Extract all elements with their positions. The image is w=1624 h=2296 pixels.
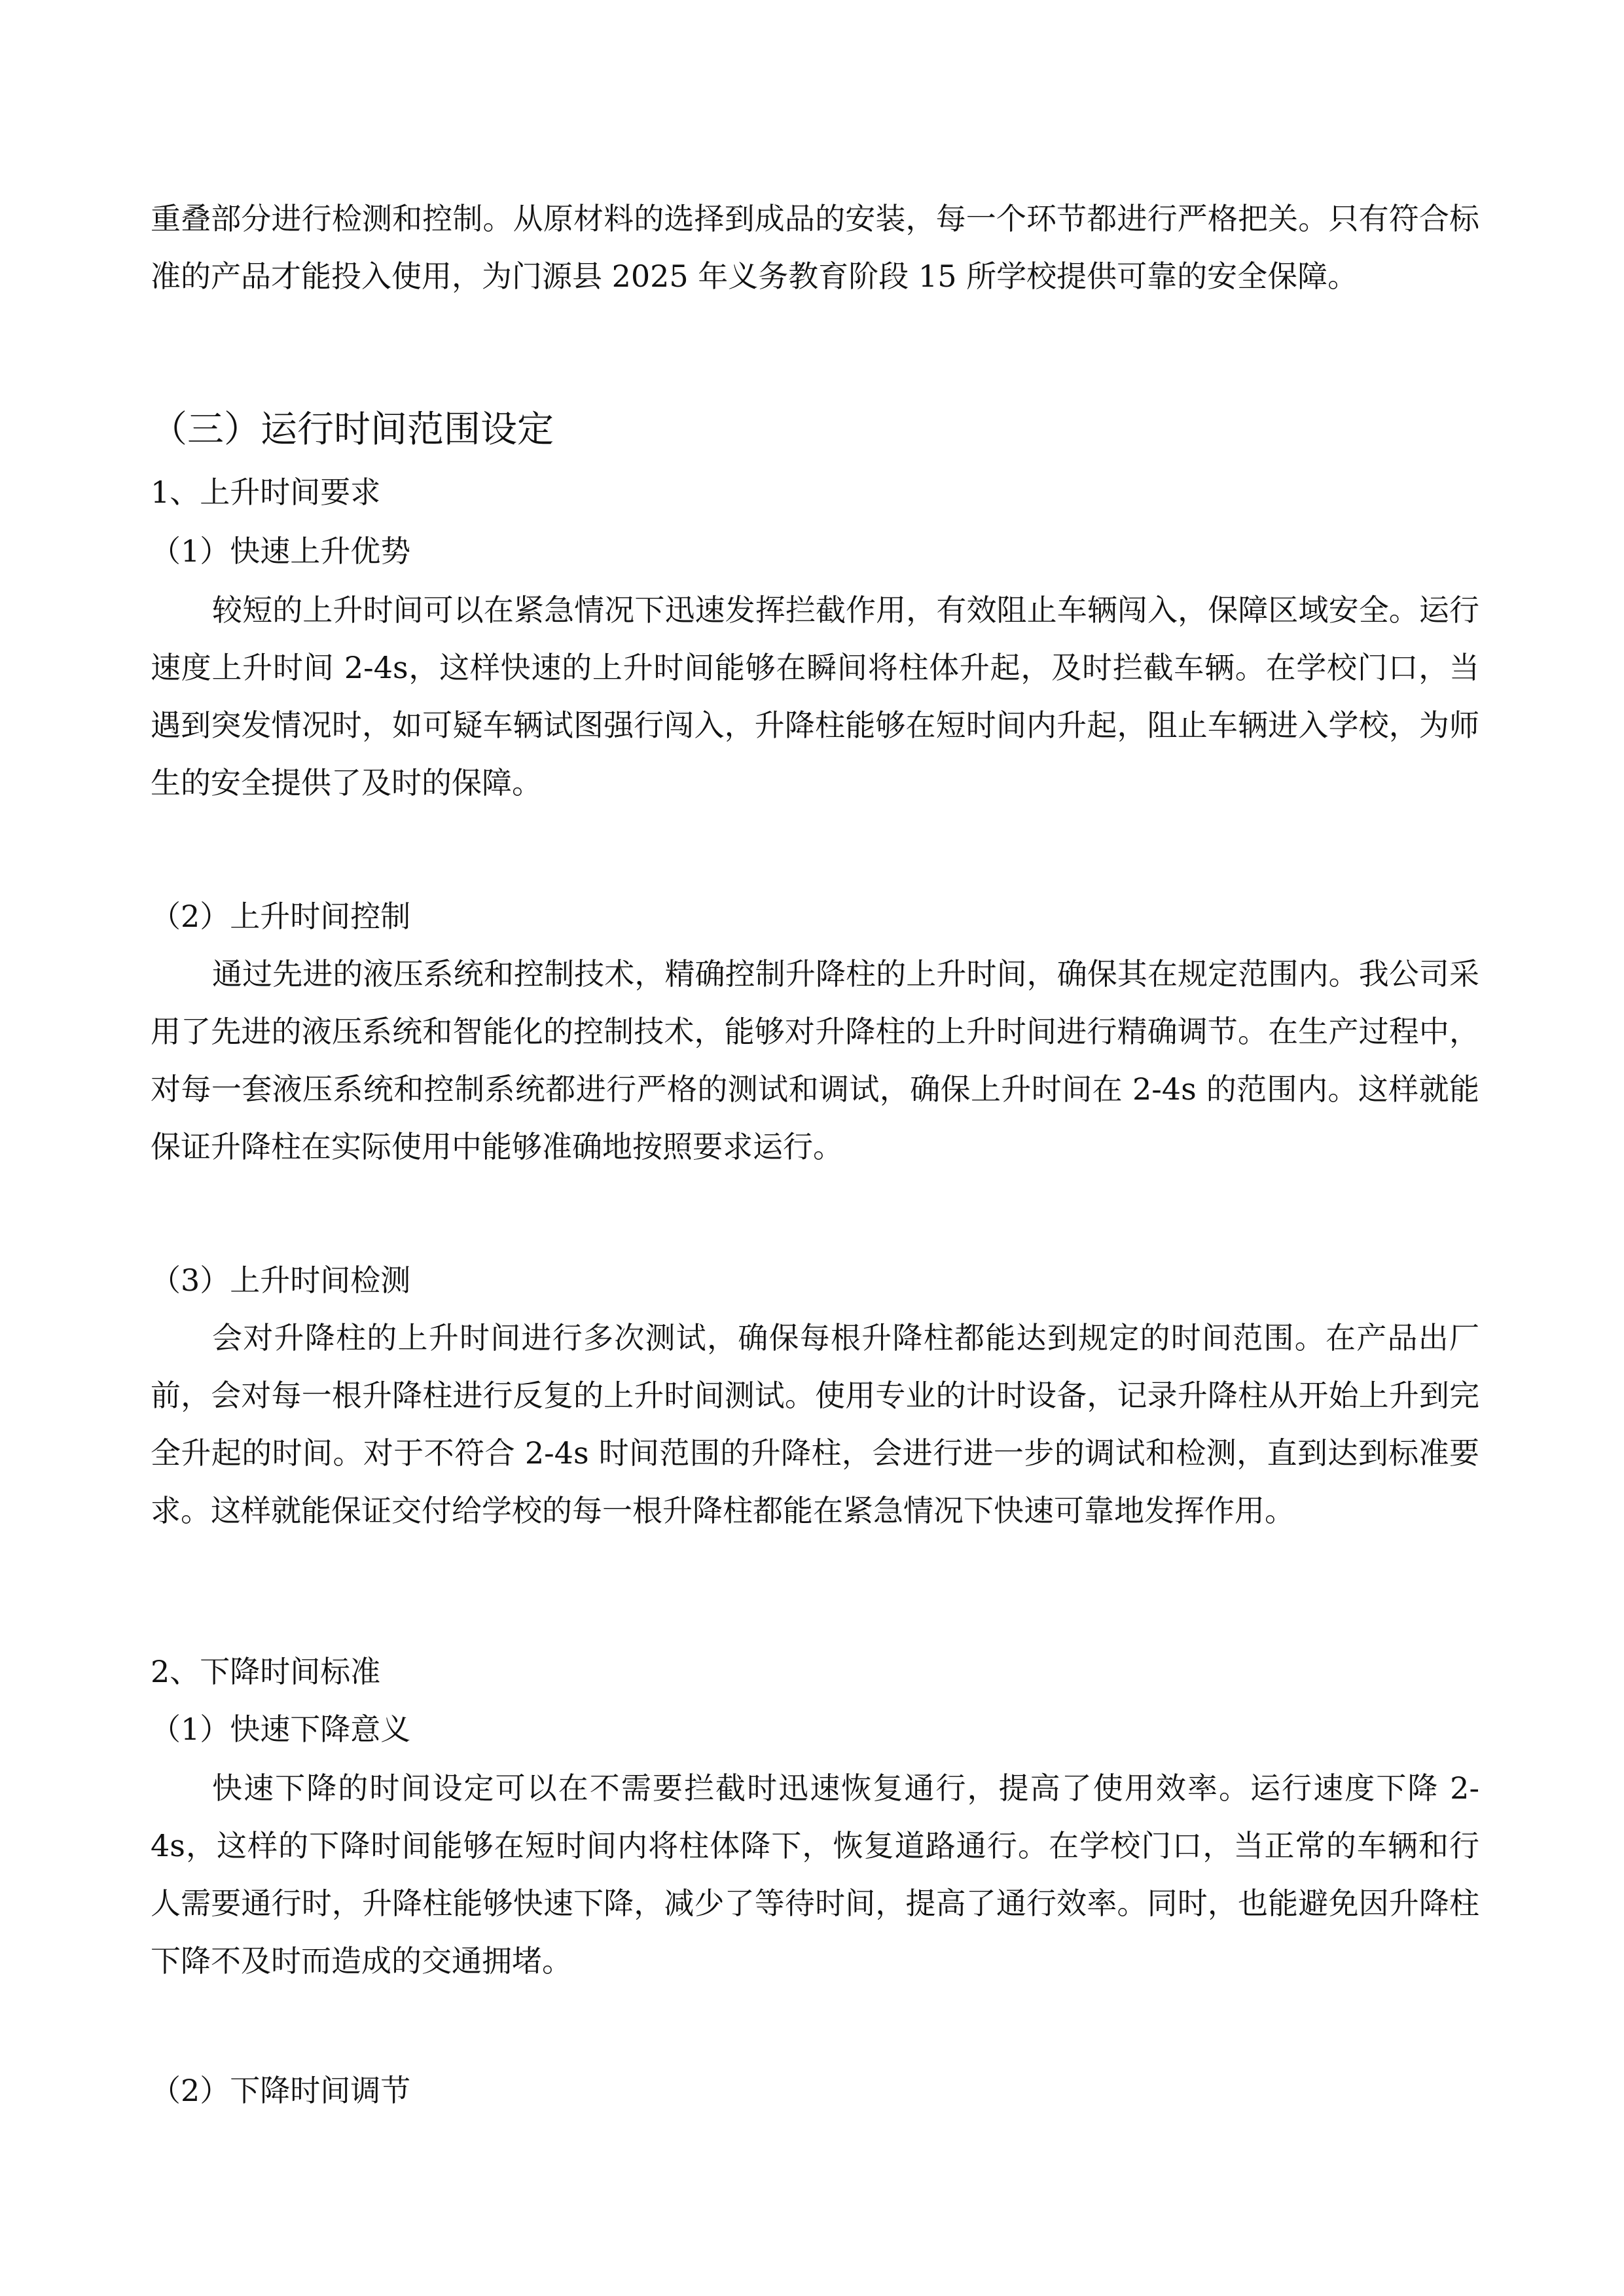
item-paragraph-2-1: 快速下降的时间设定可以在不需要拦截时迅速恢复通行，提高了使用效率。运行速度下降 2-4s，这样的下降时间能够在短时间内将柱体降下，恢复道路通行。在学校门口，当正常的车辆和行人需要通行时，升降柱能够快速下降，减少了等待时间，提高了通行效率。同时，也能避免因升降柱下降不及时而造成的交通拥堵。 [151, 1770, 1479, 1979]
item-heading-2-1: （1）快速下降意义 [151, 1712, 411, 1747]
item-heading-1-1: （1）快速上升优势 [151, 533, 411, 569]
item-paragraph-1-1: 较短的上升时间可以在紧急情况下迅速发挥拦截作用，有效阻止车辆闯入，保障区域安全。运行速度上升时间 2-4s，这样快速的上升时间能够在瞬间将柱体升起，及时拦截车辆。在学校门口，当遇到突发情况时，如可疑车辆试图强行闯入，升降柱能够在短时间内升起，阻止车辆进入学校，为师生的安全提供了及时的保障。 [151, 592, 1479, 800]
item-heading-1-2: （2）上升时间控制 [151, 899, 411, 934]
section-heading: （三）运行时间范围设定 [151, 408, 554, 451]
item-heading-2-2: （2）下降时间调节 [151, 2073, 411, 2108]
item-heading-1-3: （3）上升时间检测 [151, 1263, 411, 1298]
subsection-heading-2: 2、下降时间标准 [151, 1654, 381, 1689]
item-paragraph-1-2: 通过先进的液压系统和控制技术，精确控制升降柱的上升时间，确保其在规定范围内。我公司采用了先进的液压系统和智能化的控制技术，能够对升降柱的上升时间进行精确调节。在生产过程中，对每一套液压系统和控制系统都进行严格的测试和调试，确保上升时间在 2-4s 的范围内。这样就能保证升降柱在实际使用中能够准确地按照要求运行。 [151, 956, 1479, 1164]
item-paragraph-1-3: 会对升降柱的上升时间进行多次测试，确保每根升降柱都能达到规定的时间范围。在产品出厂前，会对每一根升降柱进行反复的上升时间测试。使用专业的计时设备，记录升降柱从开始上升到完全升起的时间。对于不符合 2-4s 时间范围的升降柱，会进行进一步的调试和检测，直到达到标准要求。这样就能保证交付给学校的每一根升降柱都能在紧急情况下快速可靠地发挥作用。 [151, 1320, 1479, 1528]
subsection-heading-1: 1、上升时间要求 [151, 475, 381, 510]
continuation-paragraph: 重叠部分进行检测和控制。从原材料的选择到成品的安装，每一个环节都进行严格把关。只有符合标准的产品才能投入使用，为门源县 2025 年义务教育阶段 15 所学校提供可靠的安全保障。 [151, 201, 1479, 294]
